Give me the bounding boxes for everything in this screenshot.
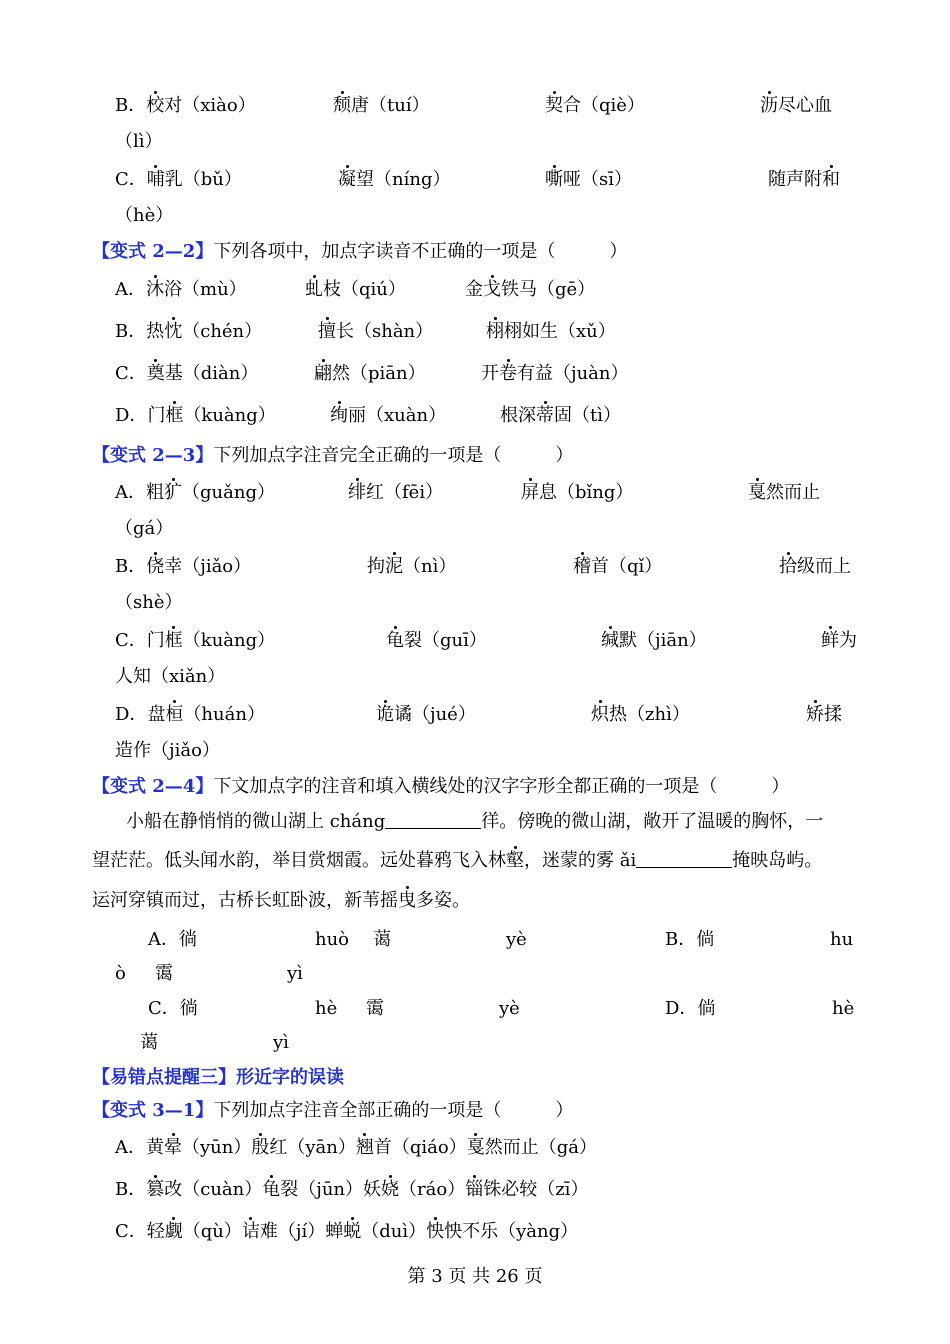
dotted-char: 沥 [760,95,778,116]
v22-option-c [115,362,258,386]
item-text: （huán） [183,704,265,725]
v24-option-b-pinyin2: yì [287,963,303,984]
v23-d-item3 [591,703,690,727]
dotted-char: 颓 [333,95,351,116]
v23-c-item3 [601,629,707,653]
item-text: 轻 [146,1221,165,1242]
v23-option-a [115,481,275,505]
option-label: B． [115,95,147,116]
dotted-char: 校 [146,95,165,116]
item-text: 有益（juàn） [517,363,629,384]
dotted-char: 桓 [165,704,184,725]
item-text: 哑（sī） [563,169,632,190]
item-text: 基（diàn） [164,363,259,384]
passage-text: 运河穿镇而过，古桥长虹卧波，新苇摇 [92,890,398,911]
question-tag: 【变式 2—4】 [92,776,214,797]
v22-b-item3 [486,320,616,344]
item-text: 门 [146,630,165,651]
item-text: 望（níng） [356,169,451,190]
question-stem: 下列加点字注音全部正确的一项是（ ） [213,1100,574,1121]
dotted-char: 诡 [376,704,394,725]
item-text: 随声附 [768,169,822,190]
item-text: 铢必较（zī） [483,1179,589,1200]
dotted-char: 觑 [164,1221,183,1242]
item-text: （qù） [182,1221,242,1242]
q1-c-item3 [545,168,632,192]
item-text: 改（cuàn） [164,1179,263,1200]
item-text: 盘 [147,704,166,725]
v31-option-a [115,1136,597,1160]
dotted-char: 泥 [385,556,403,577]
dotted-char: 擅 [318,321,336,342]
v22-d-item2 [330,404,446,428]
q1-option-b [115,94,256,118]
item-text: 为 [839,630,857,651]
dotted-char: 忱 [164,321,183,342]
v22-c-item2 [314,362,426,386]
option-label: C． [115,363,147,384]
v22-a-item3 [465,278,595,302]
dotted-char: 卷 [499,363,517,384]
dotted-char: 绚 [330,405,348,426]
dotted-char: 绯 [348,482,366,503]
v24-option-d-pinyin2: yì [273,1032,289,1053]
v23-c-item4 [821,629,857,653]
v22-option-a [115,278,247,302]
option-label: C． [115,1221,147,1242]
v23-d-wrap: 造作（jiǎo） [115,740,220,761]
v23-option-c [115,629,275,653]
item-text: 红（yān） [269,1137,356,1158]
question-tag: 【变式 2—2】 [92,241,214,262]
item-text: 枝（qiú） [323,279,406,300]
dotted-char: 诘 [241,1221,260,1242]
page-footer: 第 3 页 共 26 页 [407,1266,543,1287]
item-text: 固（tì） [554,405,621,426]
q1-b-item3 [545,94,645,118]
option-label: A． [115,279,146,300]
v23-b-item4 [779,555,851,579]
v23-a-item4 [748,481,820,505]
dotted-char: 屏 [521,482,539,503]
item-text: 铁马（gē） [501,279,596,300]
dotted-char: 奠 [146,363,165,384]
item-text: 合（qiè） [563,95,645,116]
question-tag: 【变式 3—1】 [92,1100,214,1121]
dotted-char: 翘 [355,1137,374,1158]
q1-c-wrap: （hè） [115,205,174,226]
q1-c-item4 [768,168,840,192]
item-text: 开 [481,363,499,384]
v22-option-d [115,404,276,428]
v23-option-d [115,703,265,727]
q1-b-item4 [760,94,832,118]
item-text: 级而上 [797,556,851,577]
dotted-char: 炽 [591,704,609,725]
v23-option-b [115,555,251,579]
question-2-2 [92,240,627,264]
item-text: 对（xiào） [164,95,256,116]
q1-option-c [115,168,242,192]
item-text: 谲（jué） [394,704,476,725]
v24-option-c-pinyin1: hè [315,998,338,1019]
dotted-char: 篡 [146,1179,165,1200]
v23-c-wrap: 人知（xiǎn） [115,666,226,687]
item-text: 息（bǐng） [539,482,634,503]
section-heading: 【易错点提醒三】形近字的误读 [92,1067,344,1088]
v23-a-wrap: （gá） [115,518,174,539]
option-label: B． [115,321,147,342]
v23-c-item2 [386,629,487,653]
question-2-4 [92,775,789,799]
dotted-char: 沐 [146,279,164,300]
item-text: 默（jiān） [619,630,707,651]
item-text: 根深 [500,405,536,426]
question-3-1 [92,1099,573,1123]
option-label: C． [115,169,147,190]
dotted-char: 娆 [381,1179,400,1200]
v31-option-b [115,1178,588,1202]
question-2-3 [92,444,573,468]
item-text: （kuàng） [182,630,276,651]
v24-option-a-pinyin2: yè [506,929,527,950]
passage-text: 徉。傍晚的微山湖，敞开了温暖的胸怀，一 [481,811,824,832]
dotted-char: 契 [545,95,563,116]
item-text: 热（zhì） [609,704,690,725]
passage-text: 小船在静悄悄的微山湖上 cháng [126,811,386,832]
v22-b-item2 [318,320,433,344]
item-text: 难（jí） [259,1221,326,1242]
dotted-char: 和 [822,169,840,190]
v24-option-b-wrap: ò [115,963,126,984]
item-text: 蝉 [325,1221,344,1242]
v23-b-item2 [367,555,456,579]
v22-d-item3 [500,404,621,428]
passage-text: 掩映岛屿。 [732,850,823,871]
dotted-char: 凝 [338,169,356,190]
question-tag: 【变式 2—3】 [92,445,214,466]
option-label: B． [115,1179,147,1200]
dotted-char: 曳 [398,890,416,911]
v23-a-item3 [521,481,633,505]
item-text: （yūn） [182,1137,252,1158]
item-text: 金 [465,279,483,300]
dotted-char: 戈 [483,279,501,300]
passage-line-1 [126,810,823,834]
dotted-char: 鲜 [821,630,839,651]
item-text: 尽心血 [778,95,832,116]
item-text: 唐（tuí） [351,95,430,116]
item-text: （nì） [403,556,457,577]
item-text: 怏不乐（yàng） [444,1221,579,1242]
v22-a-item2 [305,278,406,302]
dotted-char: 栩 [486,321,504,342]
v23-a-item2 [348,481,443,505]
dotted-char: 翩 [314,363,332,384]
item-text: 乳（bǔ） [164,169,242,190]
dotted-char: 哺 [146,169,165,190]
dotted-char: 拾 [779,556,797,577]
dotted-char: 框 [165,405,184,426]
dotted-char: 蜕 [343,1221,362,1242]
dotted-char: 蒂 [536,405,554,426]
item-text: 然而止 [766,482,820,503]
item-text: 首（qǐ） [591,556,663,577]
passage-line-2 [92,849,822,873]
v24-option-a-pinyin1: huò [315,929,350,950]
item-text: 黄 [146,1137,164,1158]
item-text: 妖 [363,1179,382,1200]
passage-text: ，迷蒙的雾 ǎi [524,850,637,871]
question-stem: 下列各项中，加点字读音不正确的一项是（ ） [213,241,628,262]
v24-option-c-label: C．徜 [148,998,198,1019]
item-text: 然而止（gá） [484,1137,597,1158]
dotted-char: 矫 [806,704,824,725]
dotted-char: 虬 [305,279,323,300]
dotted-char: 犷 [164,482,182,503]
v31-option-c [115,1220,578,1244]
item-text: 首（qiáo） [373,1137,467,1158]
option-label: D． [115,405,148,426]
dotted-char: 缄 [601,630,619,651]
dotted-char: 戛 [748,482,766,503]
item-text: 然（piān） [332,363,426,384]
item-text: （guǎng） [182,482,275,503]
dotted-char: 框 [164,630,183,651]
item-text: 丽（xuàn） [348,405,447,426]
item-text: 拘 [367,556,385,577]
item-text: （chén） [182,321,263,342]
v24-option-d-char2: 蔼 [140,1032,158,1053]
q1-b-wrap: （lì） [115,131,163,152]
fill-blank [385,810,481,829]
option-label: C． [115,630,147,651]
v24-option-b-char2: 霭 [155,963,173,984]
v24-option-d-label: D．倘 [665,998,716,1019]
item-text: 浴（mù） [164,279,247,300]
v22-c-item3 [481,362,629,386]
option-label: D． [115,704,148,725]
option-label: A． [115,1137,146,1158]
item-text: （kuàng） [183,405,276,426]
passage-text: 望茫茫。低头闻水韵，举目赏烟霞。远处暮鸦飞入林 [92,850,506,871]
v22-option-b [115,320,262,344]
dotted-char: 锱 [465,1179,484,1200]
dotted-char: 侥 [146,556,165,577]
fill-blank [636,849,732,868]
dotted-char: 嘶 [545,169,563,190]
dotted-char: 晕 [164,1137,182,1158]
q1-b-item2 [333,94,430,118]
question-stem: 下列加点字注音完全正确的一项是（ ） [213,445,574,466]
passage-line-3 [92,889,470,913]
v24-option-c-char2: 霭 [366,998,384,1019]
item-text: 揉 [824,704,842,725]
v24-option-b-pinyin1: hu [830,929,854,950]
dotted-char: 龟 [262,1179,281,1200]
item-text: 幸（jiǎo） [164,556,252,577]
item-text: （ráo） [399,1179,466,1200]
dotted-char: 壑 [506,850,524,871]
v24-option-b-label: B．倘 [665,929,715,950]
v24-option-a-char2: 蔼 [373,929,391,950]
q1-c-item2 [338,168,450,192]
item-text: 粗 [146,482,164,503]
item-text: 门 [147,405,166,426]
dotted-char: 殷 [251,1137,270,1158]
item-text: 热 [146,321,165,342]
dotted-char: 稽 [573,556,591,577]
dotted-char: 戛 [466,1137,485,1158]
passage-text: 多姿。 [416,890,470,911]
v23-d-item2 [376,703,476,727]
dotted-char: 龟 [386,630,404,651]
item-text: 栩如生（xǔ） [504,321,616,342]
v24-option-c-pinyin2: yè [499,998,520,1019]
item-text: 裂（guī） [404,630,487,651]
item-text: 红（fēi） [366,482,444,503]
option-label: A． [115,482,146,503]
v24-option-a-label: A．徜 [148,929,197,950]
v24-option-d-pinyin1: hè [832,998,855,1019]
item-text: 长（shàn） [336,321,434,342]
v23-d-item4 [806,703,842,727]
question-stem: 下文加点字的注音和填入横线处的汉字字形全都正确的一项是（ ） [213,776,790,797]
dotted-char: 怏 [426,1221,445,1242]
item-text: 裂（jūn） [280,1179,364,1200]
v23-b-item3 [573,555,662,579]
option-label: B． [115,556,147,577]
item-text: （duì） [361,1221,427,1242]
v23-b-wrap: （shè） [115,592,183,613]
